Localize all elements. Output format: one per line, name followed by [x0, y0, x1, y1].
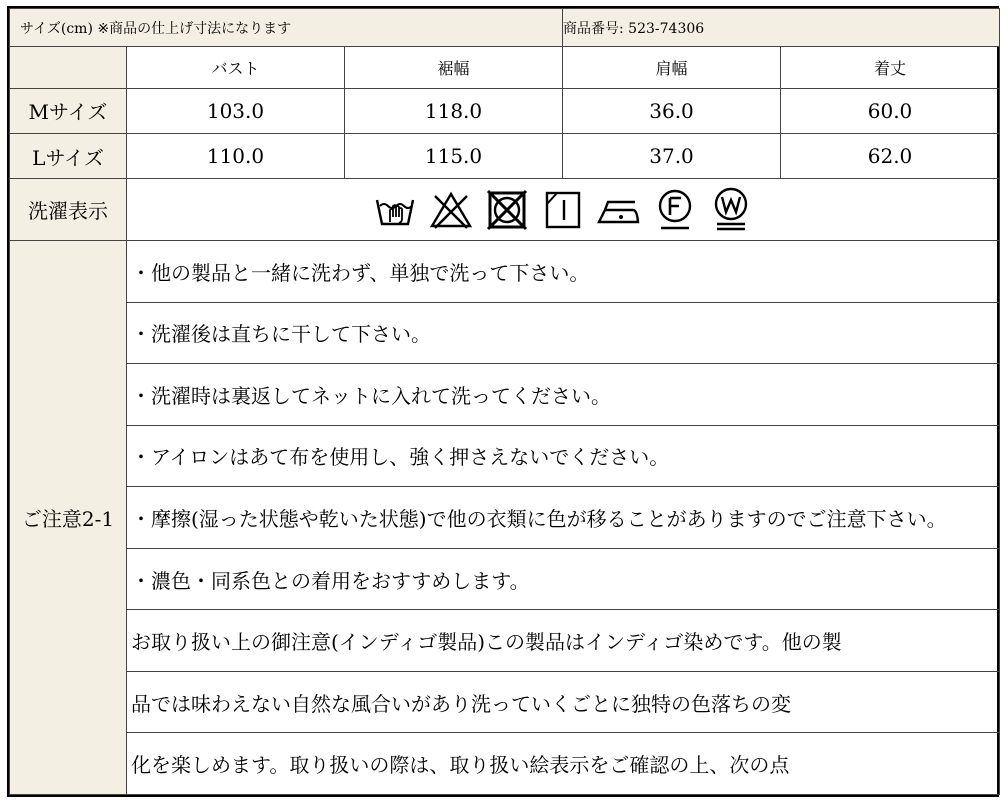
care-row — [10, 179, 1000, 241]
dry-clean-f-icon — [651, 186, 699, 234]
table-cell: 62.0 — [781, 134, 1000, 179]
column-header: バスト — [127, 47, 345, 88]
care-label: 洗濯表示 — [10, 179, 127, 241]
care-icons — [127, 179, 999, 240]
note-line: 化を楽しめます。取り扱いの際は、取り扱い絵表示をご確認の上、次の点 — [127, 733, 1000, 795]
note-row — [10, 548, 1000, 610]
note-line: ・他の製品と一緒に洗わず、単独で洗って下さい。 — [127, 241, 1000, 303]
note-row — [10, 241, 1000, 303]
product-number: 商品番号: 523-74306 — [563, 9, 1000, 47]
column-header: 裾幅 — [345, 47, 563, 88]
table-cell: 103.0 — [127, 88, 345, 133]
note-row — [10, 671, 1000, 733]
note-line: ・洗濯後は直ちに干して下さい。 — [127, 302, 1000, 364]
header-row — [10, 9, 1000, 47]
note-line: ・アイロンはあて布を使用し、強く押さえないでください。 — [127, 425, 1000, 487]
row-label: Mサイズ — [10, 88, 127, 133]
iron-low-icon — [595, 186, 643, 234]
size-table — [9, 8, 1000, 795]
no-bleach-icon — [427, 186, 475, 234]
care-icons-cell — [127, 179, 1000, 241]
wet-clean-w-icon — [707, 186, 755, 234]
size-row-m — [10, 88, 1000, 133]
table-cell: 115.0 — [345, 134, 563, 179]
column-header: 肩幅 — [563, 47, 781, 88]
column-header-row — [10, 47, 1000, 88]
notes-label: ご注意2-1 — [10, 241, 127, 795]
note-row — [10, 302, 1000, 364]
corner-cell — [10, 47, 127, 88]
note-line: ・摩擦(湿った状態や乾いた状態)で他の衣類に色が移ることがありますのでご注意下さい。 — [127, 487, 1000, 549]
size-care-sheet — [7, 6, 999, 797]
no-tumble-dry-icon — [483, 186, 531, 234]
note-row — [10, 364, 1000, 426]
hand-wash-icon — [371, 186, 419, 234]
note-row — [10, 487, 1000, 549]
note-line: ・洗濯時は裏返してネットに入れて洗ってください。 — [127, 364, 1000, 426]
row-label: Lサイズ — [10, 134, 127, 179]
table-cell: 60.0 — [781, 88, 1000, 133]
note-line: ・濃色・同系色との着用をおすすめします。 — [127, 548, 1000, 610]
table-cell: 118.0 — [345, 88, 563, 133]
size-title: サイズ(cm) ※商品の仕上げ寸法になります — [10, 9, 563, 47]
table-cell: 110.0 — [127, 134, 345, 179]
note-row — [10, 733, 1000, 795]
note-line: 品では味わえない自然な風合いがあり洗っていくごとに独特の色落ちの変 — [127, 671, 1000, 733]
size-row-l — [10, 134, 1000, 179]
drip-dry-shade-icon — [539, 186, 587, 234]
note-line: お取り扱い上の御注意(インディゴ製品)この製品はインディゴ染めです。他の製 — [127, 610, 1000, 672]
note-row — [10, 425, 1000, 487]
table-cell: 37.0 — [563, 134, 781, 179]
column-header: 着丈 — [781, 47, 1000, 88]
table-cell: 36.0 — [563, 88, 781, 133]
note-row — [10, 610, 1000, 672]
